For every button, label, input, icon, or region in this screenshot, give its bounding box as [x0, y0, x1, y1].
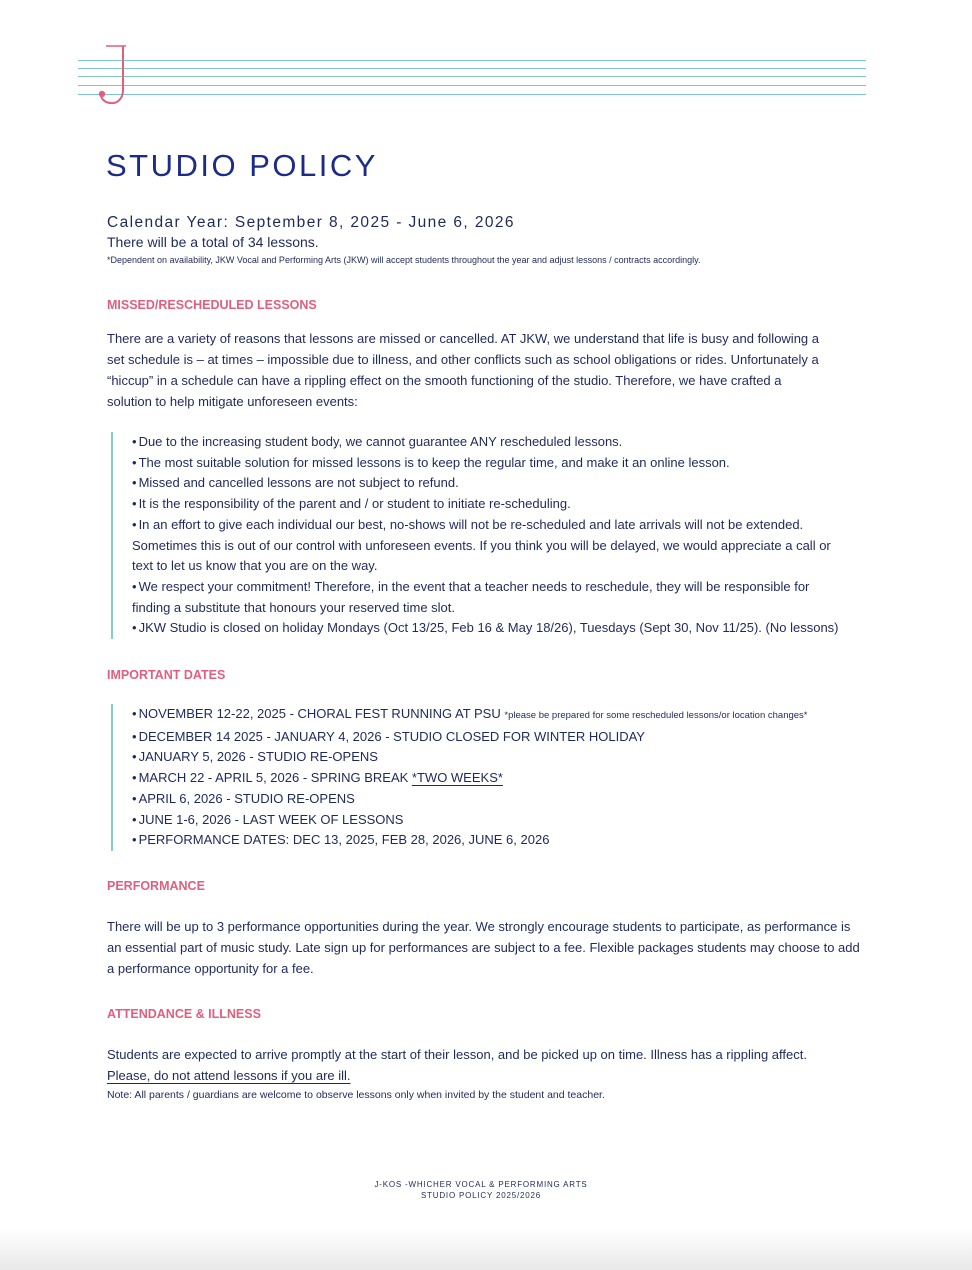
bullet-dot-icon: •: [132, 434, 137, 449]
choral-fest-note: *please be prepared for some rescheduled lessons/or location changes*: [504, 710, 808, 721]
bullet-dot-icon: •: [132, 811, 137, 827]
paragraph-line: There will be up to 3 performance opportunities during the year. We strongly encourage students to participate, as performance is: [107, 919, 851, 934]
bullet-dot-icon: •: [132, 832, 137, 848]
list-item: • The most suitable solution for missed lessons is to keep the regular time, and make it an online lesson.: [132, 454, 730, 470]
paragraph-line: an essential part of music study. Late sign up for performances are subject to a fee. Flexible packages students may choose to add: [107, 940, 860, 955]
list-item: • It is the responsibility of the parent and / or student to initiate re-scheduling.: [132, 496, 571, 512]
two-weeks-emphasis: *TWO WEEKS*: [411, 770, 503, 786]
availability-footnote: *Dependent on availability, JKW Vocal and Performing Arts (JKW) will accept students throughout the year and adjust lessons / contracts accordingly.: [107, 255, 701, 265]
bullet-dot-icon: •: [132, 516, 137, 532]
attendance-heading: ATTENDANCE & ILLNESS: [107, 1007, 261, 1021]
list-item: • Due to the increasing student body, we cannot guarantee ANY rescheduled lessons.: [132, 434, 623, 449]
bullet-dot-icon: •: [132, 578, 137, 594]
bullet-dot-icon: •: [132, 790, 137, 806]
bullet-dot-icon: •: [132, 475, 137, 491]
paragraph-line: a performance opportunity for a fee.: [107, 961, 314, 976]
j-note-logo-icon: [96, 44, 136, 106]
missed-lessons-heading: MISSED/RESCHEDULED LESSONS: [107, 298, 317, 312]
missed-lessons-intro: [107, 328, 907, 412]
observation-note: Note: All parents / guardians are welcome to observe lessons only when invited by the student and teacher.: [107, 1089, 605, 1101]
missed-lessons-rules: [111, 432, 922, 639]
paragraph-line: Students are expected to arrive promptly at the start of their lesson, and be picked up on time. Illness has a rippling affect.: [107, 1047, 807, 1062]
list-item: • In an effort to give each individual our best, no-shows will not be re-scheduled and late arrivals will not be extended. Sometimes this is out of our control with unforeseen events. If you think you will be delayed, we would appreciate a call or text to let us know that you are on the way.: [132, 515, 922, 577]
paragraph-line: There are a variety of reasons that lessons are missed or cancelled. AT JKW, we understand that life is busy and following a: [107, 331, 819, 346]
list-item: • PERFORMANCE DATES: DEC 13, 2025, FEB 28, 2026, JUNE 6, 2026: [132, 832, 550, 848]
bullet-dot-icon: •: [132, 749, 137, 765]
important-dates-heading: IMPORTANT DATES: [107, 668, 226, 682]
list-item: • We respect your commitment! Therefore, in the event that a teacher needs to reschedule, they will be responsible for finding a substitute that honours your reserved time slot.: [132, 577, 922, 618]
list-item: • JANUARY 5, 2026 - STUDIO RE-OPENS: [132, 749, 378, 765]
paragraph-line: “hiccup” in a schedule can have a rippling effect on the smooth functioning of the studio. Therefore, we have crafted a: [107, 373, 782, 388]
list-item: • APRIL 6, 2026 - STUDIO RE-OPENS: [132, 790, 355, 806]
page-title: STUDIO POLICY: [106, 148, 378, 183]
total-lessons: There will be a total of 34 lessons.: [107, 234, 319, 250]
bullet-dot-icon: •: [132, 706, 137, 721]
list-item: • NOVEMBER 12-22, 2025 - CHORAL FEST RUNNING AT PSU *please be prepared for some rescheduled lessons/or location changes*: [132, 706, 808, 721]
list-item: • DECEMBER 14 2025 - JANUARY 4, 2026 - STUDIO CLOSED FOR WINTER HOLIDAY: [132, 728, 645, 744]
important-dates-list: [111, 704, 922, 851]
list-item: • JUNE 1-6, 2026 - LAST WEEK OF LESSONS: [132, 811, 404, 827]
illness-notice: Please, do not attend lessons if you are ill.: [107, 1068, 351, 1083]
list-item-continuation: text to let us know that you are on the way.: [132, 558, 378, 574]
page-bottom-shadow: [0, 1230, 972, 1270]
attendance-paragraph: [107, 1044, 907, 1086]
footer-studio-name: J-KOS -WHICHER VOCAL & PERFORMING ARTS: [374, 1180, 588, 1189]
page-footer: [0, 1179, 962, 1201]
calendar-year: Calendar Year: September 8, 2025 - June 6, 2026: [107, 214, 515, 231]
bullet-dot-icon: •: [132, 454, 137, 470]
bullet-dot-icon: •: [132, 728, 137, 744]
list-item-continuation: Sometimes this is out of our control with unforeseen events. If you think you will be delayed, we would appreciate a call or: [132, 537, 831, 553]
list-item: • Missed and cancelled lessons are not subject to refund.: [132, 475, 459, 491]
performance-paragraph: [107, 916, 907, 979]
music-staff-lines: [78, 60, 866, 96]
paragraph-line: set schedule is – at times – impossible due to illness, and other conflicts such as school obligations or rides. Unfortunately a: [107, 352, 819, 367]
list-item: • JKW Studio is closed on holiday Mondays (Oct 13/25, Feb 16 & May 18/26), Tuesdays (Sept 30, Nov 11/25). (No lessons): [132, 620, 839, 636]
bullet-dot-icon: •: [132, 496, 137, 512]
list-item: • MARCH 22 - APRIL 5, 2026 - SPRING BREAK *TWO WEEKS*: [132, 770, 503, 786]
bullet-dot-icon: •: [132, 620, 137, 636]
list-item-continuation: finding a substitute that honours your reserved time slot.: [132, 599, 456, 615]
performance-heading: PERFORMANCE: [107, 879, 205, 893]
footer-policy-year: STUDIO POLICY 2025/2026: [420, 1191, 542, 1200]
paragraph-line: solution to help mitigate unforeseen events:: [107, 394, 358, 409]
bullet-dot-icon: •: [132, 770, 137, 786]
